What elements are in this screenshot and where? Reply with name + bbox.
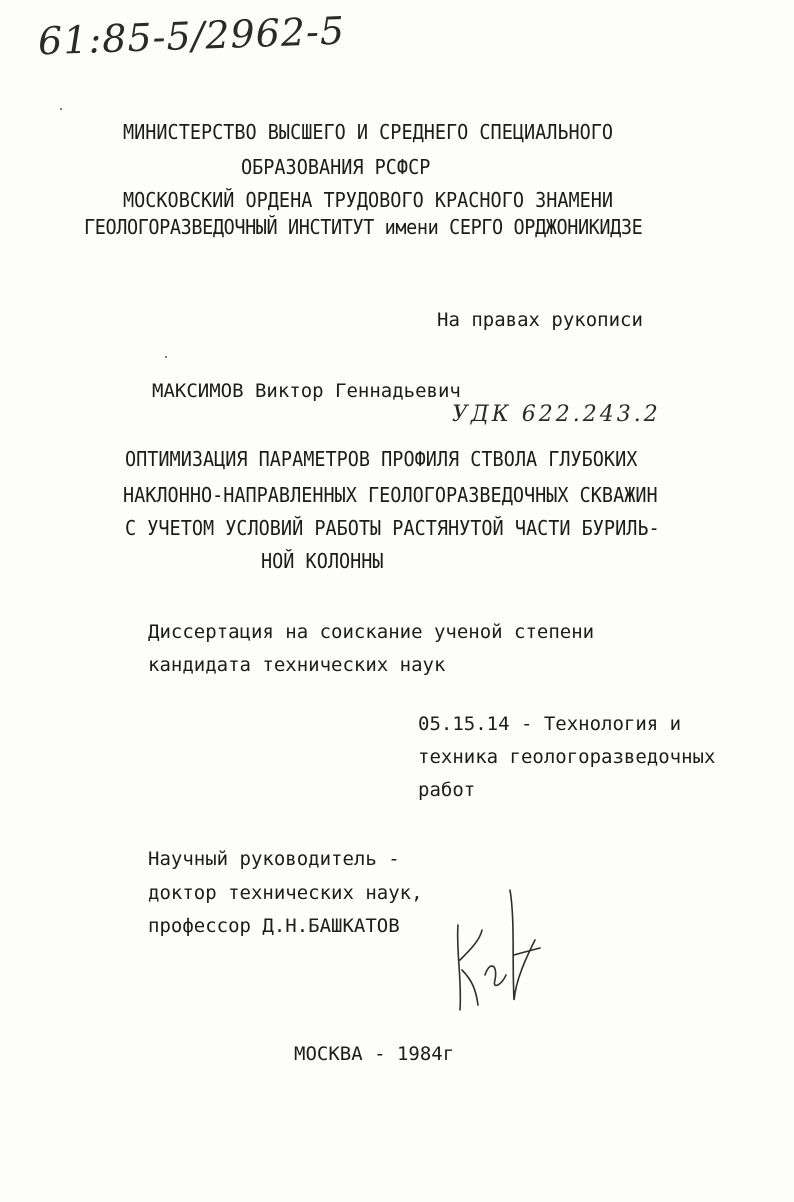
ministry-line-2: ОБРАЗОВАНИЯ РСФСР [241, 156, 431, 180]
supervisor-line-3: профессор Д.Н.БАШКАТОВ [148, 915, 400, 937]
specialty-line-3: работ [418, 779, 476, 801]
supervisor-line-1: Научный руководитель - [148, 848, 400, 870]
udk-handwritten: УДК 622.243.2 [452, 402, 661, 427]
signature-icon [440, 880, 550, 1020]
title-line-4: НОЙ КОЛОННЫ [261, 550, 384, 574]
speck [60, 108, 62, 110]
ministry-line-1: МИНИСТЕРСТВО ВЫСШЕГО И СРЕДНЕГО СПЕЦИАЛЬНОГО [123, 121, 614, 145]
specialty-line-2: техника геологоразведочных [418, 746, 716, 768]
title-line-1: ОПТИМИЗАЦИЯ ПАРАМЕТРОВ ПРОФИЛЯ СТВОЛА ГЛУБОКИХ [125, 448, 638, 472]
title-line-3: С УЧЕТОМ УСЛОВИЙ РАБОТЫ РАСТЯНУТОЙ ЧАСТИ БУРИЛЬ- [125, 517, 660, 541]
author-name: МАКСИМОВ Виктор Геннадьевич [152, 380, 461, 402]
speck [165, 356, 167, 358]
institute-line-1: МОСКОВСКИЙ ОРДЕНА ТРУДОВОГО КРАСНОГО ЗНАМЕНИ [123, 189, 614, 213]
dissertation-line-2: кандидата технических наук [148, 654, 446, 676]
specialty-line-1: 05.15.14 - Технология и [418, 713, 682, 735]
title-line-2: НАКЛОННО-НАПРАВЛЕННЫХ ГЕОЛОГОРАЗВЕДОЧНЫХ СКВАЖИН [123, 484, 658, 508]
institute-line-2: ГЕОЛОГОРАЗВЕДОЧНЫЙ ИНСТИТУТ имени СЕРГО ОРДЖОНИКИДЗЕ [84, 216, 643, 240]
archive-code-handwritten: 61:85-5/2962-5 [37, 8, 346, 64]
city-year-footer: МОСКВА - 1984г [294, 1043, 455, 1065]
manuscript-note: На правах рукописи [437, 309, 643, 331]
supervisor-line-2: доктор технических наук, [148, 882, 423, 904]
dissertation-line-1: Диссертация на соискание ученой степени [148, 621, 595, 643]
